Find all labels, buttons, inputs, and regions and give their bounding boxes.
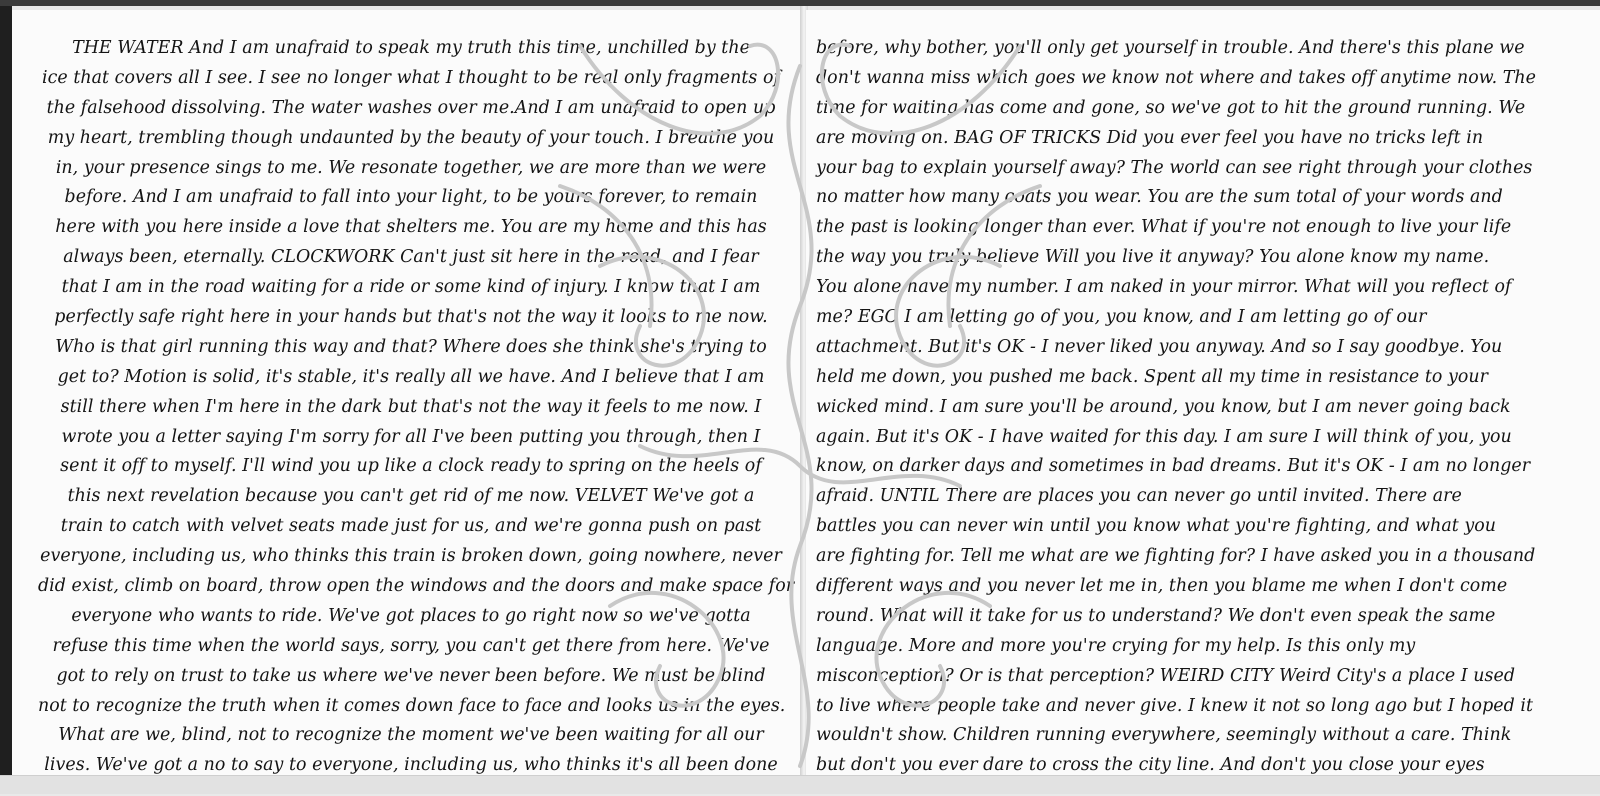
text-line: afraid. UNTIL There are places you can never go until invited. There are — [816, 486, 1462, 507]
text-line: this next revelation because you can't get rid of me now. VELVET We've got a — [67, 486, 755, 507]
text-line: the way you truly believe Will you live it anyway? You alone know my name. — [816, 247, 1490, 268]
text-line: perfectly safe right here in your hands but that's not the way it looks to me now. — [54, 307, 768, 328]
text-line: in, your presence sings to me. We resonate together, we are more than we were — [55, 157, 767, 178]
text-line: got to rely on trust to take us where we've never been before. We must be blind — [56, 665, 766, 686]
text-line: me? EGO I am letting go of you, you know, and I am letting go of our — [816, 307, 1427, 328]
text-line: ice that covers all I see. I see no longer what I thought to be real only fragments of — [42, 67, 780, 88]
text-line: You alone have my number. I am naked in your mirror. What will you reflect of — [816, 277, 1512, 298]
text-line: train to catch with velvet seats made just for us, and we're gonna push on past — [60, 516, 762, 537]
text-line: the past is looking longer than ever. What if you're not enough to live your life — [816, 217, 1512, 238]
left-border — [0, 6, 12, 794]
text-line: different ways and you never let me in, then you blame me when I don't come — [816, 576, 1508, 597]
text-line: wicked mind. I am sure you'll be around, you know, but I am never going back — [816, 396, 1511, 417]
text-line: misconception? Or is that perception? WEIRD CITY Weird City's a place I used — [816, 665, 1516, 686]
text-line: wouldn't show. Children running everywhere, seemingly without a care. Think — [816, 725, 1512, 746]
text-line: before. And I am unafraid to fall into your light, to be yours forever, to remain — [64, 187, 758, 208]
text-line: that I am in the road waiting for a ride or some kind of injury. I know that I am — [61, 277, 761, 298]
text-line: language. More and more you're crying for my help. Is this only my — [816, 635, 1416, 656]
text-line: time for waiting has come and gone, so we've got to hit the ground running. We — [816, 97, 1526, 118]
text-line: What are we, blind, not to recognize the moment we've been waiting for all our — [58, 725, 764, 746]
text-line: always been, eternally. CLOCKWORK Can't just sit here in the road, and I fear — [63, 247, 759, 268]
text-line: attachment. But it's OK - I never liked you anyway. And so I say goodbye. You — [816, 336, 1503, 357]
text-line: everyone who wants to ride. We've got places to go right now so we've gotta — [71, 605, 751, 626]
text-line: again. But it's OK - I have waited for this day. I am sure I will think of you, you — [816, 426, 1512, 447]
text-line: the falsehood dissolving. The water washes over me.And I am unafraid to open up — [46, 97, 776, 118]
text-line: to live where people take and never give. I knew it not so long ago but I hoped it — [816, 695, 1534, 716]
right-page-text — [806, 34, 1600, 780]
text-line: wrote you a letter saying I'm sorry for all I've been putting you through, then I — [61, 426, 761, 447]
text-line: did exist, climb on board, throw open the windows and the doors and make space for — [38, 576, 795, 597]
text-line: battles you can never win until you know what you're fighting, and what you — [816, 516, 1497, 537]
text-line: know, on darker days and sometimes in bad dreams. But it's OK - I am no longer — [816, 456, 1531, 477]
scan-bottom-edge — [0, 775, 1600, 794]
text-line: round. What will it take for us to understand? We don't even speak the same — [816, 605, 1496, 626]
text-line: but don't you ever dare to cross the city line. And don't you close your eyes — [816, 755, 1485, 776]
text-line: still there when I'm here in the dark but that's not the way it feels to me now. I — [60, 396, 762, 417]
text-line: not to recognize the truth when it comes down face to face and looks us in the eyes. — [38, 695, 786, 716]
text-line: get to? Motion is solid, it's stable, it's really all we have. And I believe that I am — [57, 366, 765, 387]
text-line: don't wanna miss which goes we know not where and takes off anytime now. The — [816, 67, 1536, 88]
text-line: refuse this time when the world says, sorry, you can't get there from here. We've — [52, 635, 770, 656]
text-line: are fighting for. Tell me what are we fighting for? I have asked you in a thousand — [816, 546, 1536, 567]
text-line: lives. We've got a no to say to everyone, including us, who thinks it's all been done — [44, 755, 778, 776]
text-line: are moving on. BAG OF TRICKS Did you ever feel you have no tricks left in — [816, 127, 1484, 148]
text-line: Who is that girl running this way and that? Where does she think she's trying to — [55, 336, 767, 357]
text-line: my heart, trembling though undaunted by the beauty of your touch. I breathe you — [47, 127, 775, 148]
text-line: no matter how many coats you wear. You are the sum total of your words and — [816, 187, 1503, 208]
text-line: THE WATER And I am unafraid to speak my truth this time, unchilled by the — [72, 38, 750, 58]
text-line: everyone, including us, who thinks this train is broken down, going nowhere, never — [40, 546, 782, 567]
text-line: here with you here inside a love that shelters me. You are my home and this has — [55, 217, 767, 238]
left-page — [12, 10, 802, 780]
left-page-text — [12, 34, 802, 780]
right-page — [806, 10, 1600, 780]
text-line: your bag to explain yourself away? The world can see right through your clothes — [816, 157, 1533, 178]
text-line: before, why bother, you'll only get yourself in trouble. And there's this plane we — [816, 38, 1525, 58]
text-line: sent it off to myself. I'll wind you up like a clock ready to spring on the heels of — [60, 456, 762, 477]
text-line: held me down, you pushed me back. Spent all my time in resistance to your — [816, 366, 1488, 387]
